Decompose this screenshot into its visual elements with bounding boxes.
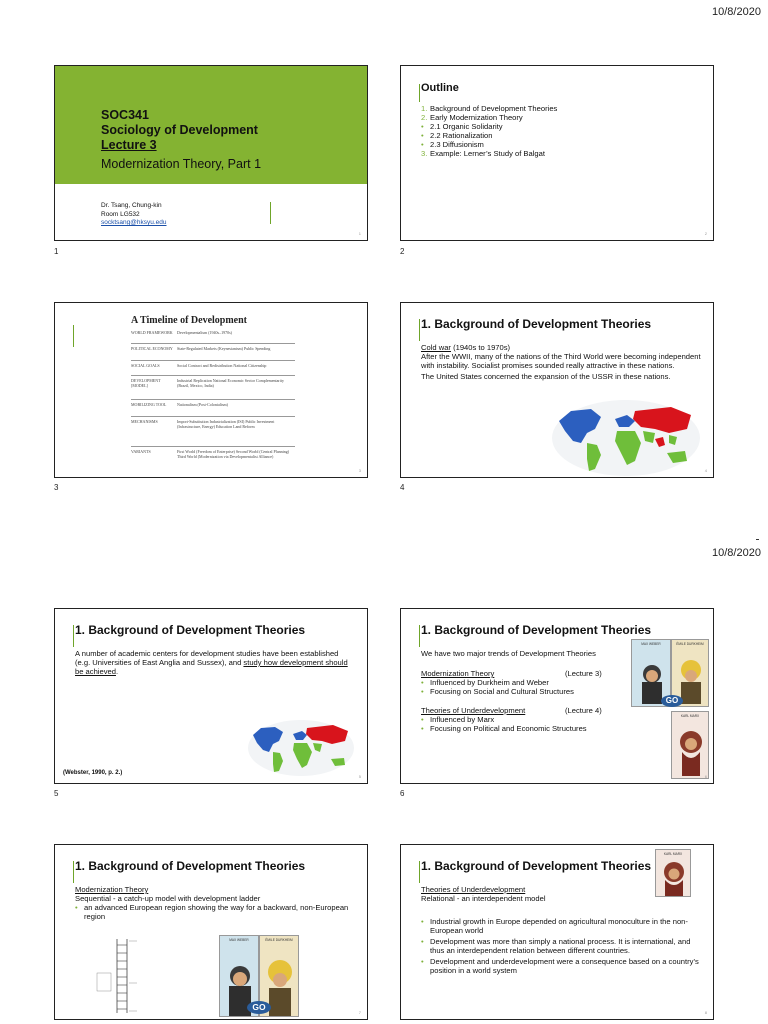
bullet-list [421,917,701,975]
slide-body [421,885,701,975]
slide-6-number: 6 [400,789,405,798]
list-item: • Influenced by Marx [421,715,631,724]
slide-3-number: 3 [54,483,59,492]
slide-page-number: 5 [358,774,361,779]
world-map-image [551,399,701,477]
slide-page-number: 1 [358,231,361,236]
slide-4[interactable] [400,302,714,478]
page-marker [756,539,759,540]
accent-bar [419,84,420,102]
list-item: • Influenced by Durkheim and Weber [421,678,631,687]
slide-4-number: 4 [400,483,405,492]
key-phrase: study how development should be achieved [75,658,348,676]
list-item: • Development was more than simply a national process. It is international, and thus an interdependent relation between different countries. [421,937,701,955]
modernization-list [421,678,631,696]
slide-title: 1. Background of Development Theories [421,317,652,331]
intro-line: We have two major trends of Development Theories [421,649,596,658]
slide-title: 1. Background of Development Theories [421,859,652,873]
instructor-name: Dr. Tsang, Chung-kin [101,202,162,209]
slide-body [75,885,365,921]
timeline-row: SOCIAL GOALS Social Contract and Redistribution National Citizenship [131,360,295,375]
paragraph: The United States concerned the expansion of the USSR in these nations. [421,372,671,381]
slide-1[interactable] [54,65,368,241]
durkheim-book-cover: ÉMILE DURKHEIM [671,639,709,707]
slide-page-number: 2 [704,231,707,236]
outline-item: • 2.1 Organic Solidarity [421,122,503,131]
weber-book-cover: MAX WEBER [631,639,671,707]
slide-page-number: 6 [704,774,707,779]
slide-3[interactable] [54,302,368,478]
slide-5-number: 5 [54,789,59,798]
timeline-row: POLITICAL ECONOMY State-Regulated Markets (Keynesianism) Public Spending [131,343,295,360]
marx-book-cover: KARL MARX [655,849,691,897]
accent-bar [73,861,74,883]
model-line: Sequential - a catch-up model with development ladder [75,894,261,903]
accent-bar [73,625,74,647]
accent-bar [270,202,271,224]
outline-item: • 2.3 Diffusionism [421,140,484,149]
instructor-info [101,202,167,228]
instructor-email[interactable]: socktsang@hksyu.edu [101,219,167,226]
timeline-row: DEVELOPMENT [MODEL] Industrial Replication National Economic Sector Complementarity (Brazil, Mexico, India) [131,375,295,398]
model-line: Relational - an interdependent model [421,894,546,903]
slide-title: 1. Background of Development Theories [421,623,652,637]
lecture-number: Lecture 3 [101,138,157,152]
timeline-row: WORLD FRAMEWORK Developmentalism (1940s–1970s) [131,330,232,335]
slide-title: 1. Background of Development Theories [75,623,306,637]
weber-book-cover: MAX WEBER [219,935,259,1017]
outline-item: 3. Example: Lerner’s Study of Balgat [421,149,545,158]
accent-bar [419,861,420,883]
timeline-row: VARIANTS First World (Freedom of Enterprise) Second World (Central Planning) Third World (Modernization via Developmentalist Alliance) [131,446,295,473]
slide-2[interactable] [400,65,714,241]
slide-body [421,649,631,733]
lecture-subtitle: Modernization Theory, Part 1 [101,157,262,171]
slide-title: Outline [421,82,459,94]
page-date-top: 10/8/2020 [712,6,761,18]
slide-6[interactable] [400,608,714,784]
course-code: SOC341 [101,108,149,122]
instructor-room: Room LG532 [101,210,140,218]
outline-item: 2. Early Modernization Theory [421,113,523,122]
outline-item: 1. Background of Development Theories [421,104,558,113]
world-map-image [247,719,355,777]
development-ladder-diagram [95,937,145,1015]
list-item: • Focusing on Social and Cultural Structures [421,687,631,696]
outline-item: • 2.2 Rationalization [421,131,493,140]
slide-5[interactable] [54,608,368,784]
list-item: • an advanced European region showing the way for a backward, non-European region [75,903,365,921]
underdevelopment-list [421,715,631,733]
page-date-bottom: 10/8/2020 [712,547,761,559]
timeline-row: MOBILIZING TOOL Nationalism (Post-Colonialism) [131,399,295,415]
bullet-list [75,903,365,921]
section-label: Modernization Theory [75,885,149,894]
slide-body: A number of academic centers for development studies have been established (e.g. Universities of East Anglia and Sussex), and study how development should be achieved. [75,649,348,676]
go-badge: GO [661,695,683,707]
course-title [101,108,258,153]
course-name: Sociology of Development [101,123,258,137]
timeline-row: MECHANISMS Import-Substitution Industrialization (ISI) Public Investment (Infrastructure, Energy) Education Land Reform [131,416,295,445]
timeline-title: A Timeline of Development [131,315,248,326]
section-label: Theories of Underdevelopment [421,885,526,894]
slide-7[interactable] [54,844,368,1020]
underdevelopment-heading: Theories of Underdevelopment (Lecture 4) [421,706,602,715]
slide-title: 1. Background of Development Theories [75,859,306,873]
modernization-heading: Modernization Theory (Lecture 3) [421,669,602,678]
slide-1-number: 1 [54,247,59,256]
citation: (Webster, 1990, p. 2.) [63,770,123,776]
slide-page-number: 7 [358,1010,361,1015]
slide-2-number: 2 [400,247,405,256]
slide-page-number: 8 [704,1010,707,1015]
accent-bar [419,625,420,647]
paragraph: After the WWII, many of the nations of the Third World were becoming independent with instability. Socialist promises sounded really attractive in these nations. [421,352,701,370]
cold-war-line: Cold war (1940s to 1970s) [421,343,511,352]
slide-page-number: 4 [704,468,707,473]
slide-8[interactable] [400,844,714,1020]
marx-book-cover: KARL MARX [671,711,709,779]
slide-page-number: 3 [358,468,361,473]
slide-body [421,343,711,381]
go-badge: GO [247,1001,271,1014]
list-item: • Focusing on Political and Economic Structures [421,724,631,733]
durkheim-book-cover: ÉMILE DURKHEIM [259,935,299,1017]
list-item: • Development and underdevelopment were a consequence based on a country’s position in a world system [421,957,701,975]
outline-list [421,104,557,158]
accent-bar [73,325,74,347]
accent-bar [419,319,420,341]
list-item: • Industrial growth in Europe depended on agricultural monoculture in the non-European world [421,917,701,935]
